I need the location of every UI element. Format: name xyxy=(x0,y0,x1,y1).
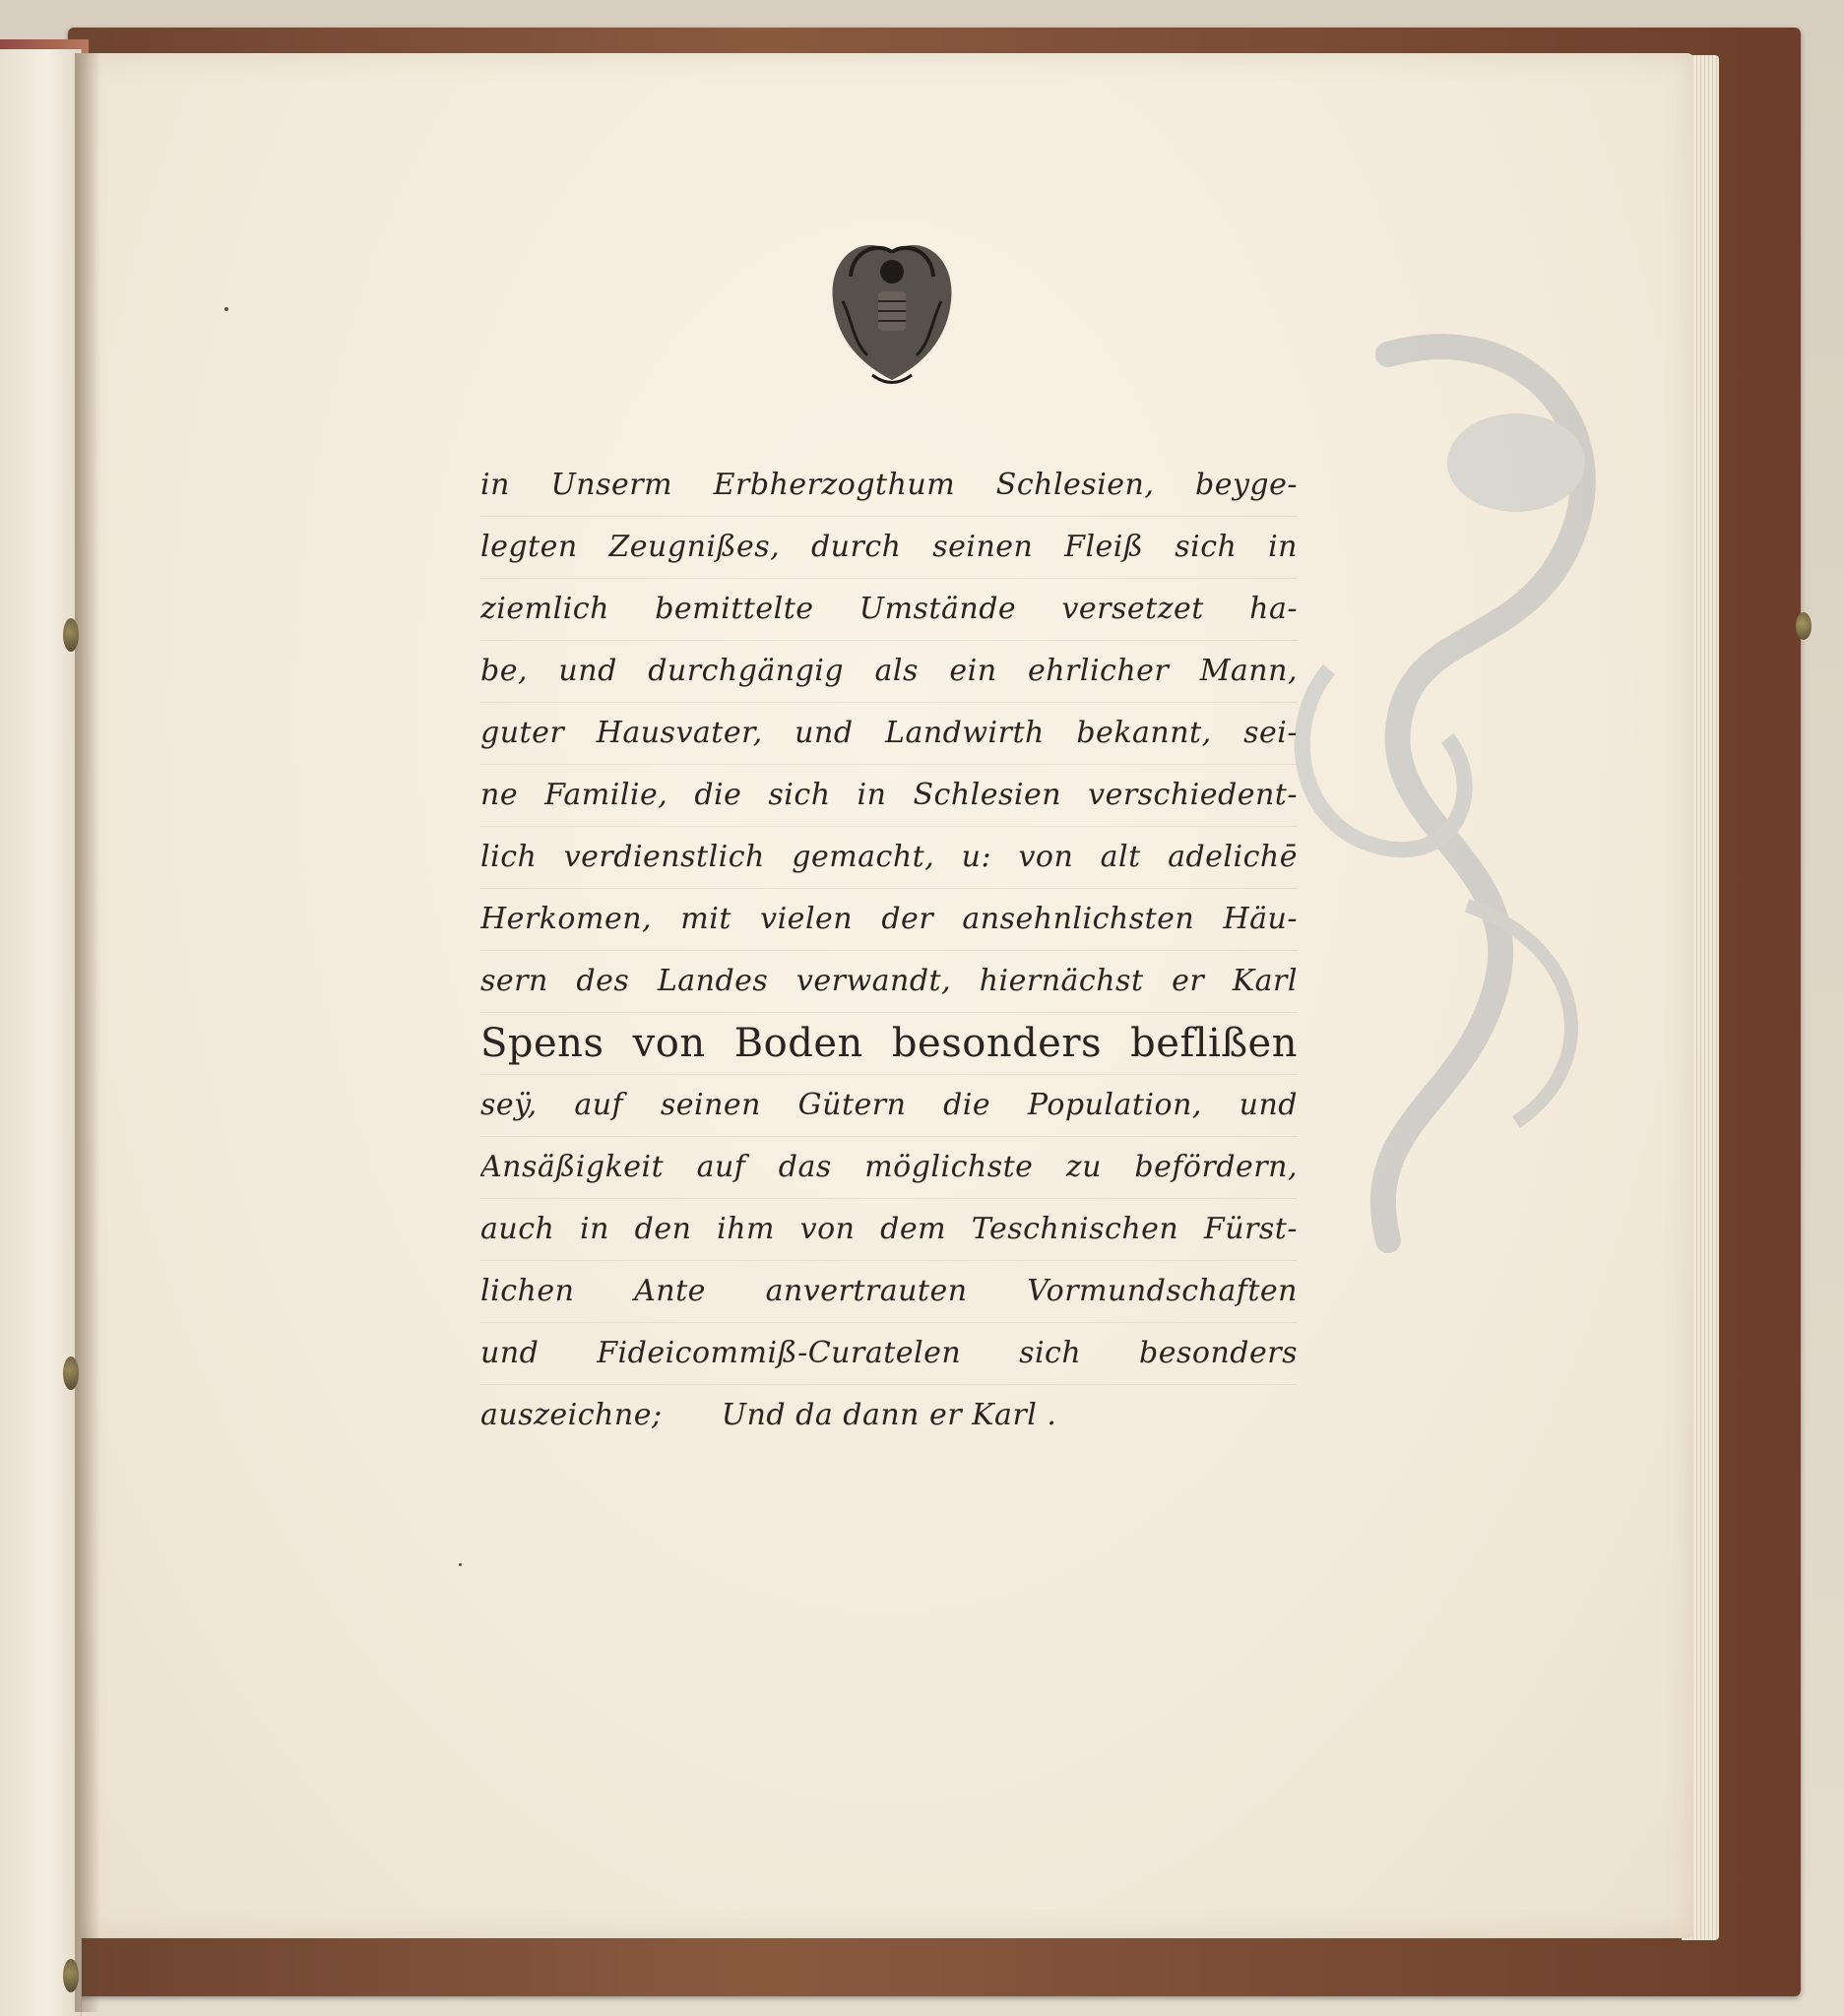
text-line: und Fideicommiß-Curatelen sich besonders xyxy=(480,1323,1298,1385)
text-line: sern des Landes verwandt, hiernächst er Karl xyxy=(480,951,1298,1013)
text-line: auch in den ihm von dem Teschnischen Fürst- xyxy=(480,1199,1298,1261)
gutter-shadow xyxy=(75,53,100,2012)
text-line-last: auszeichne; Und da dann er Karl . xyxy=(480,1398,1057,1432)
ink-spot xyxy=(224,307,228,311)
text-line: ne Familie, die sich in Schlesien verschiedent- xyxy=(480,765,1298,827)
text-line-name: Spens von Boden besonders beflißen xyxy=(480,1013,1298,1075)
text-line: be, und durchgängig als ein ehrlicher Mann, xyxy=(480,641,1298,703)
text-line: Ansäßigkeit auf das möglichste zu befördern, xyxy=(480,1137,1298,1199)
text-line: legten Zeugnißes, durch seinen Fleiß sich in xyxy=(480,517,1298,579)
text-line: Herkomen, mit vielen der ansehnlichsten Häu- xyxy=(480,889,1298,951)
text-line: seÿ, auf seinen Gütern die Population, und xyxy=(480,1075,1298,1137)
text-line: lich verdienstlich gemacht, u: von alt adelichē xyxy=(480,827,1298,889)
binding-thread xyxy=(63,1356,79,1390)
ink-spot xyxy=(459,1563,462,1566)
binding-clasp xyxy=(1796,612,1812,640)
binding-thread xyxy=(63,618,79,652)
binding-thread xyxy=(63,1959,79,1992)
manuscript-text xyxy=(480,455,1298,1446)
text-line: guter Hausvater, und Landwirth bekannt, sei- xyxy=(480,703,1298,765)
left-page xyxy=(0,49,82,2016)
eagle-seal-icon xyxy=(823,232,961,390)
bleed-through-ornament xyxy=(1270,315,1644,1280)
text-line: in Unserm Erbherzogthum Schlesien, beyge- xyxy=(480,455,1298,517)
text-line: ziemlich bemittelte Umstände versetzet ha- xyxy=(480,579,1298,641)
text-line: lichen Ante anvertrauten Vormundschaften xyxy=(480,1261,1298,1323)
